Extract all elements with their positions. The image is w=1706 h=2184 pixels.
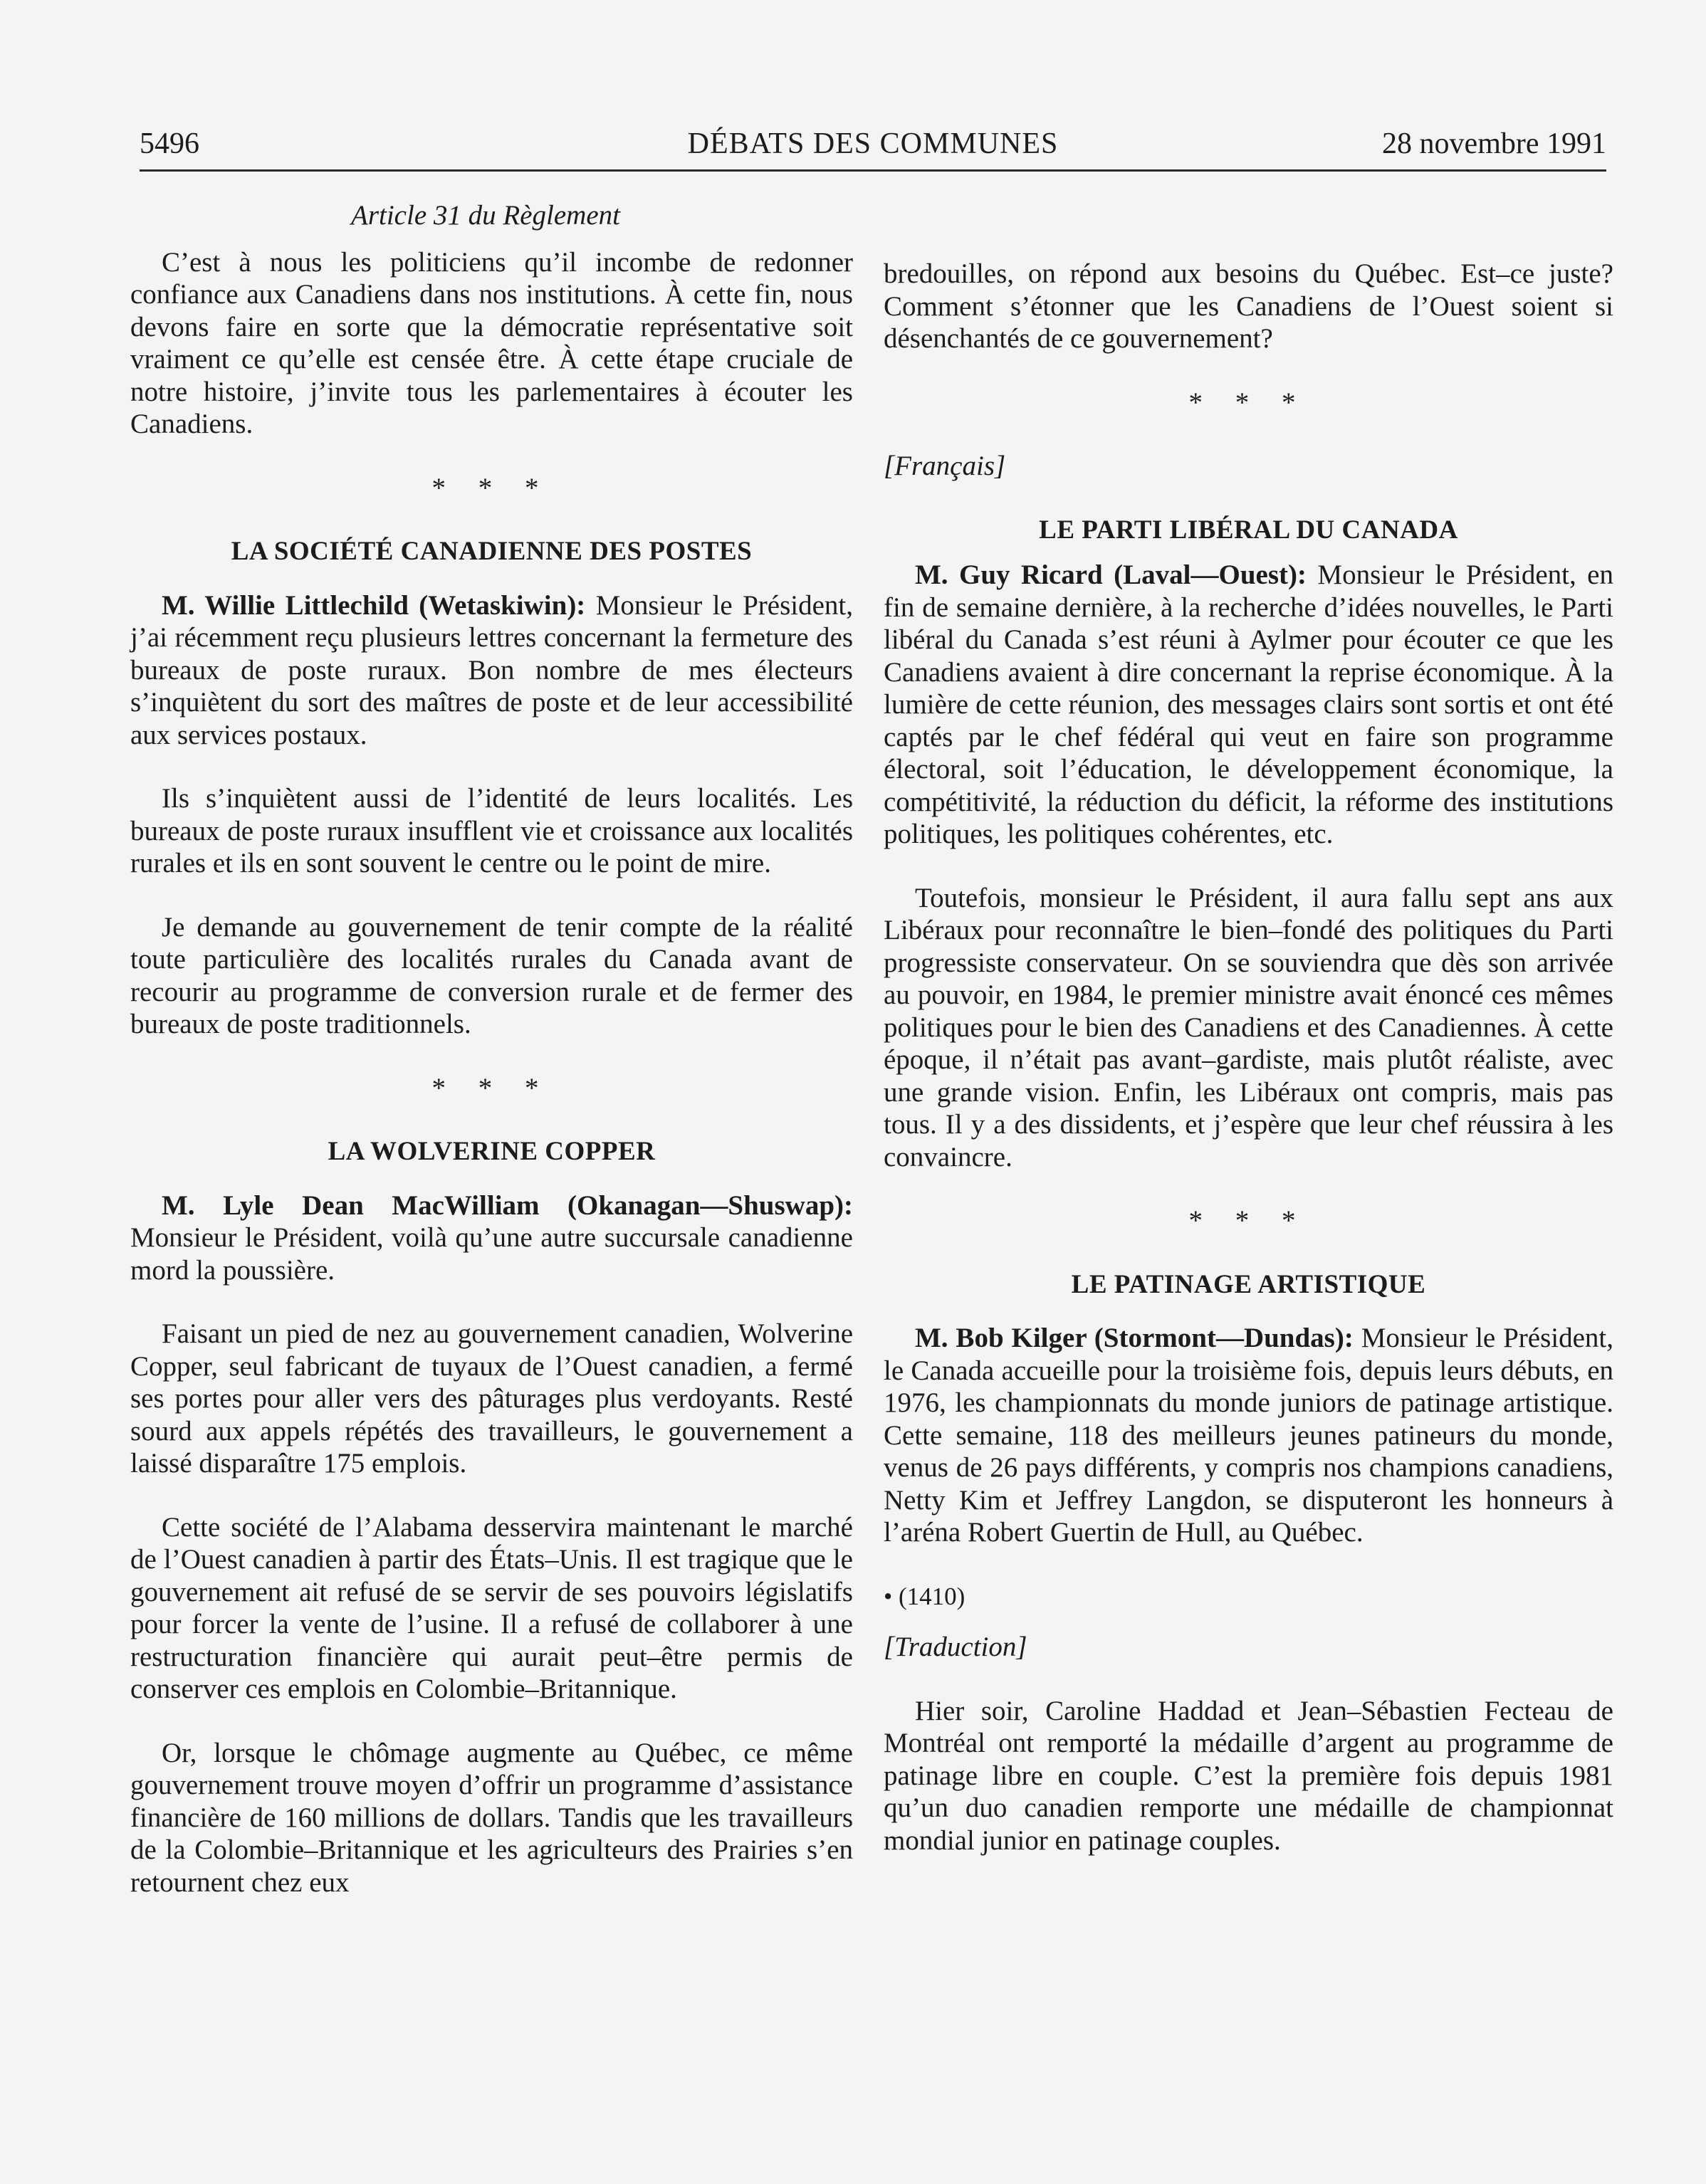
paragraph: Cette société de l’Alabama desservira maintenant le marché de l’Ouest canadien à partir des États–Unis. Il est tragique que le gouvernement ait refusé de se servir de ses pouvoirs législatifs pour forcer la vente de l’usine. Il a refusé de collaborer à une restructuration financière qui aurait peut–être permis de conserver ces emplois en Colombie–Britannique. bbox=[130, 1511, 853, 1704]
paragraph: Faisant un pied de nez au gouvernement canadien, Wolverine Copper, seul fabricant de tuyaux de l’Ouest canadien, a fermé ses portes pour aller vers des pâturages plus verdoyants. Resté sourd aux appels répétés des travailleurs, le gouvernement a laissé disparaître 175 emplois. bbox=[130, 1318, 853, 1479]
section-heading: LE PATINAGE ARTISTIQUE bbox=[1071, 1269, 1426, 1299]
statement-paragraph bbox=[884, 1322, 1613, 1549]
speaker-name: M. Willie Littlechild (Wetaskiwin): bbox=[162, 589, 586, 621]
paragraph: Or, lorsque le chômage augmente au Québec, ce même gouvernement trouve moyen d’offrir un programme d’assistance financière de 160 millions de dollars. Tandis que les travailleurs de la Colombie–Britannique et les agriculteurs des Prairies s’en retournent chez eux bbox=[130, 1737, 853, 1898]
language-tag: [Français] bbox=[884, 451, 1006, 481]
speaker-name: M. Bob Kilger (Stormont—Dundas): bbox=[915, 1323, 1354, 1353]
section-separator: * * * bbox=[1188, 1205, 1309, 1236]
rule-label: Article 31 du Règlement bbox=[351, 200, 620, 231]
publication-title: DÉBATS DES COMMUNES bbox=[687, 127, 1059, 160]
section-heading: LA SOCIÉTÉ CANADIENNE DES POSTES bbox=[231, 537, 753, 566]
statement-paragraph bbox=[130, 1190, 853, 1287]
speaker-name: M. Guy Ricard (Laval—Ouest): bbox=[915, 560, 1307, 590]
section-heading: LE PARTI LIBÉRAL DU CANADA bbox=[1039, 515, 1458, 545]
statement-paragraph bbox=[884, 559, 1613, 851]
paragraph: Toutefois, monsieur le Président, il aura fallu sept ans aux Libéraux pour reconnaître le bien–fondé des politiques du Parti progressiste conservateur. On se souviendra que dès son arrivée au pouvoir, en 1984, le premier ministre avait énoncé ces mêmes politiques pour le bien des Canadiens et des Canadiennes. À cette époque, il n’était pas avant–gardiste, mais plutôt réaliste, avec une grande vision. Enfin, les Libéraux ont compris, mais pas tous. Il y a des dissidents, et j’espère que leur chef réussira à les convaincre. bbox=[884, 882, 1613, 1172]
paragraph: C’est à nous les politiciens qu’il incombe de redonner confiance aux Canadiens dans nos institutions. À cette fin, nous devons faire en sorte que la démocratie représentative soit vraiment ce qu’elle est censée être. À cette étape cruciale de notre histoire, j’invite tous les parlementaires à écouter les Canadiens. bbox=[130, 246, 853, 439]
section-heading: LA WOLVERINE COPPER bbox=[328, 1137, 656, 1166]
paragraph: bredouilles, on répond aux besoins du Québec. Est–ce juste? Comment s’étonner que les Canadiens de l’Ouest soient si désenchantés de ce gouvernement? bbox=[884, 258, 1613, 354]
paragraph-text: Monsieur le Président, voilà qu’une autre succursale canadienne mord la poussière. bbox=[130, 1222, 853, 1286]
page-number: 5496 bbox=[140, 127, 199, 160]
paragraph-text: Monsieur le Président, j’ai récemment reçu plusieurs lettres concernant la fermeture des bureaux de poste ruraux. Bon nombre de mes électeurs s’inquiètent du sort des maîtres de poste et de leur accessibilité aux services postaux. bbox=[130, 589, 853, 750]
page-date: 28 novembre 1991 bbox=[1382, 127, 1606, 160]
section-separator: * * * bbox=[431, 472, 552, 503]
paragraph: Je demande au gouvernement de tenir compte de la réalité toute particulière des localités rurales du Canada avant de recourir au programme de conversion rurale et de fermer des bureaux de poste traditionnels. bbox=[130, 911, 853, 1039]
page-header bbox=[140, 120, 1606, 172]
paragraph-text: Monsieur le Président, en fin de semaine dernière, à la recherche d’idées nouvelles, le Parti libéral du Canada s’est réuni à Aylmer pour écouter ce que les Canadiens avaient à dire concernant la reprise économique. À la lumière de cette réunion, des messages clairs sont sortis et ont été captés par le chef fédéral qui veut en faire son programme électoral, soit l’éducation, le développement économique, la compétitivité, la réduction du déficit, la réforme des institutions politiques, les politiques cohérentes, etc. bbox=[884, 560, 1613, 849]
time-marker: • (1410) bbox=[884, 1582, 965, 1610]
paragraph-text: Monsieur le Président, le Canada accueille pour la troisième fois, depuis leurs débuts, en 1976, les championnats du monde juniors de patinage artistique. Cette semaine, 118 des meilleurs jeunes patineurs du monde, venus de 26 pays différents, y compris nos champions canadiens, Netty Kim et Jeffrey Langdon, se disputeront les honneurs à l’aréna Robert Guertin de Hull, au Québec. bbox=[884, 1323, 1613, 1548]
paragraph: Hier soir, Caroline Haddad et Jean–Sébastien Fecteau de Montréal ont remporté la médaille d’argent au programme de patinage libre en couple. C’est la première fois depuis 1981 qu’un duo canadien remporte une médaille de championnat mondial junior en patinage couples. bbox=[884, 1695, 1613, 1856]
left-column bbox=[130, 199, 853, 1899]
language-tag: [Traduction] bbox=[884, 1632, 1027, 1662]
right-column bbox=[884, 199, 1613, 1857]
statement-paragraph bbox=[130, 589, 853, 752]
speaker-name: M. Lyle Dean MacWilliam (Okanagan—Shuswap): bbox=[162, 1190, 853, 1221]
paragraph: Ils s’inquiètent aussi de l’identité de leurs localités. Les bureaux de poste ruraux insufflent vie et croissance aux localités rurales et ils en sont souvent le centre ou le point de mire. bbox=[130, 783, 853, 878]
section-separator: * * * bbox=[1188, 387, 1309, 418]
section-separator: * * * bbox=[431, 1072, 552, 1103]
